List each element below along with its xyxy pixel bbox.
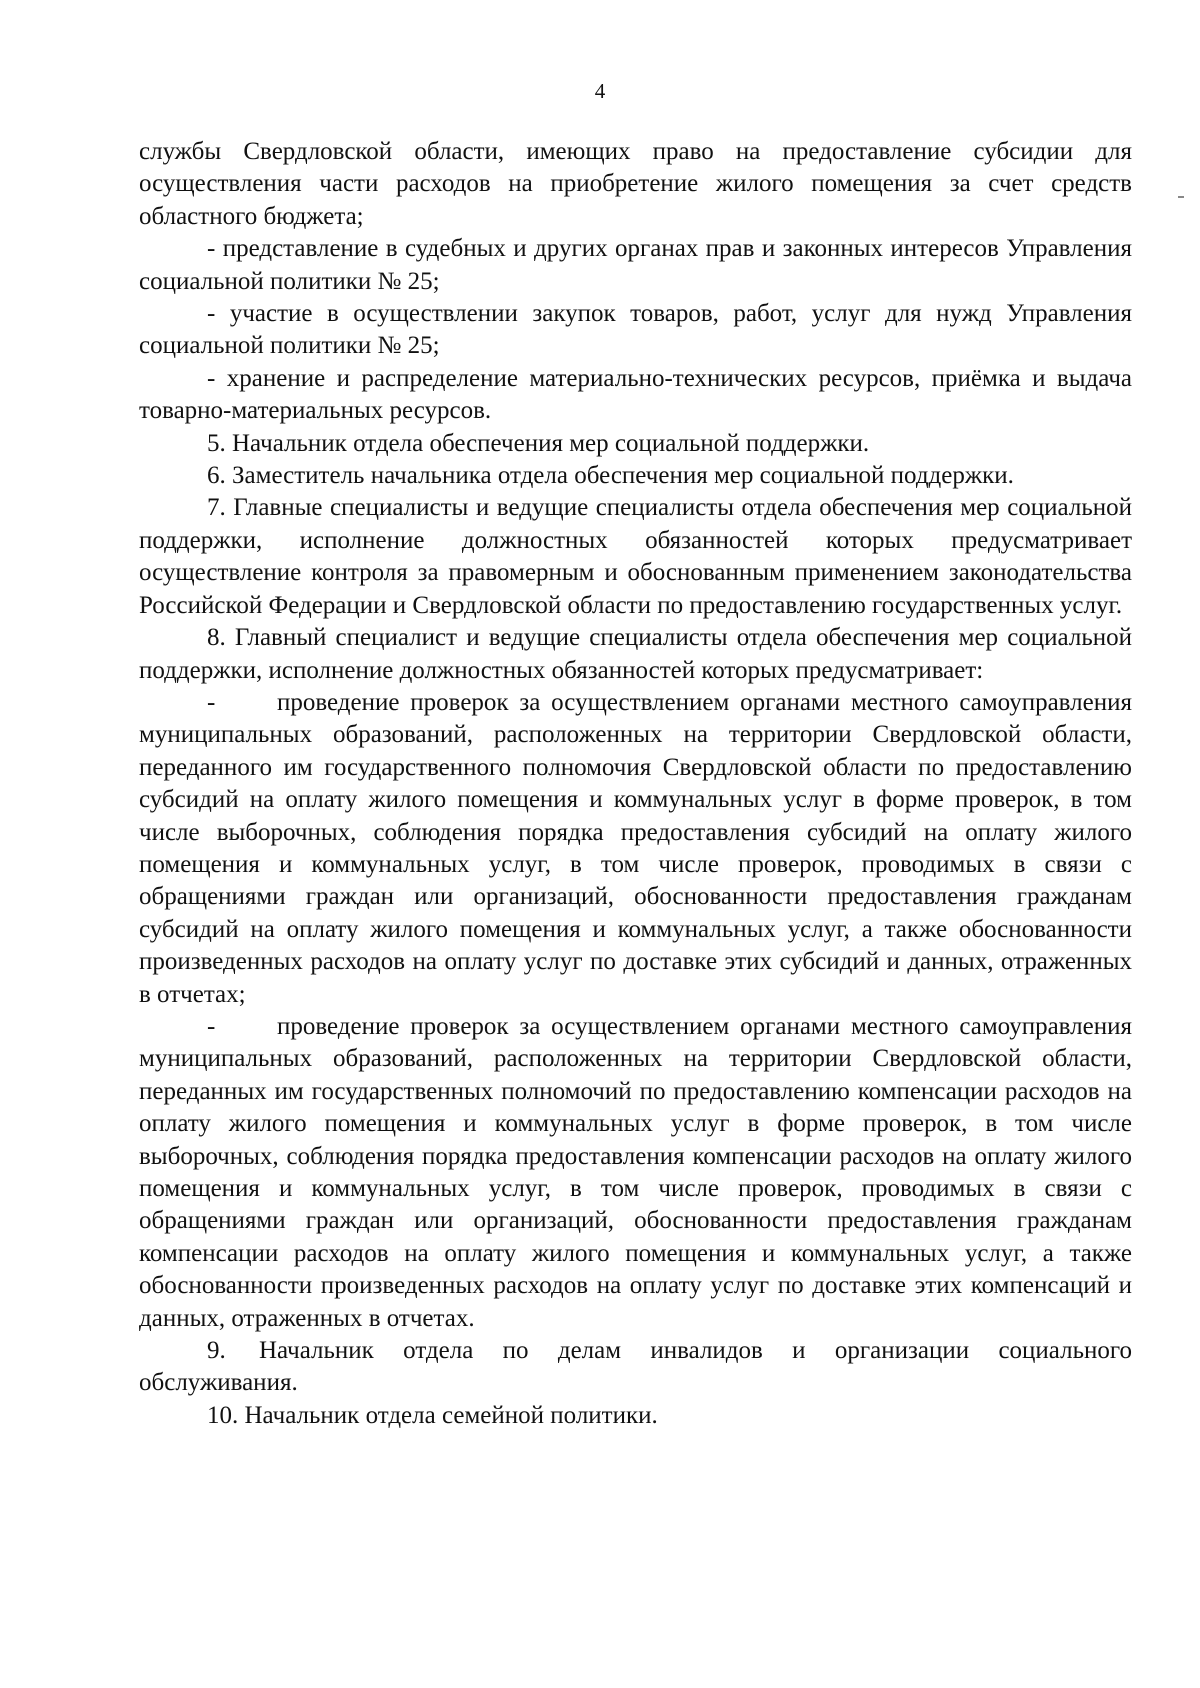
item-number: 9.: [207, 1337, 226, 1365]
numbered-item-8: 8. Главный специалист и ведущие специалисты отдела обеспечения мер социальной поддержки, исполнение должностных обязанностей которых предусматривает:: [139, 624, 1132, 684]
list-item-representation: - представление в судебных и других органах прав и законных интересов Управления социальной политики № 25;: [139, 235, 1132, 295]
list-item-storage: - хранение и распределение материально-технических ресурсов, приёмка и выдача товарно-материальных ресурсов.: [139, 364, 1132, 425]
document-body: [139, 136, 1132, 1432]
page-number: 4: [594, 79, 606, 103]
numbered-item-7: 7. Главные специалисты и ведущие специалисты отдела обеспечения мер социальной поддержки, исполнение должностных обязанностей которых предусматривает осуществление контроля за правомерным и обоснованным применением законодательства Российской Федерации и Свердловской области по предоставлению государственных услуг.: [139, 494, 1132, 619]
bullet-dash: -: [207, 688, 216, 716]
bullet-text: проведение проверок за осуществлением органами местного самоуправления муниципальных образований, расположенных на территории Свердловской области, переданных им государственных полномочий по предоставлению компенсации расходов на оплату жилого помещения и коммунальных услуг в форме проверок, в том числе выборочных, соблюдения порядка предоставления компенсации расходов на оплату жилого помещения и коммунальных услуг, в том числе проверок, проводимых в связи с обращениями граждан или организаций, обоснованности предоставления гражданам компенсации расходов на оплату жилого помещения и коммунальных услуг, а также обоснованности произведенных расходов на оплату услуг по доставке этих компенсаций и данных, отраженных в отчетах.: [139, 1012, 1132, 1332]
bullet-item-compensation-checks: [139, 1011, 1132, 1335]
numbered-item-5: 5. Начальник отдела обеспечения мер социальной поддержки.: [207, 429, 870, 457]
paragraph-continuation: службы Свердловской области, имеющих право на предоставление субсидии для осуществления части расходов на приобретение жилого помещения за счет средств областного бюджета;: [139, 138, 1132, 230]
item-text: Начальник отдела по делам инвалидов и организации социального обслуживания.: [139, 1337, 1132, 1397]
numbered-item-9: [139, 1335, 1132, 1400]
bullet-dash: -: [207, 1012, 216, 1040]
bullet-item-subsidy-checks: [139, 687, 1132, 1011]
bullet-text: проведение проверок за осуществлением органами местного самоуправления муниципальных образований, расположенных на территории Свердловской области, переданного им государственного полномочия Свердловской области по предоставлению субсидий на оплату жилого помещения и коммунальных услуг в форме проверок, в том числе выборочных, соблюдения порядка предоставления субсидий на оплату жилого помещения и коммунальных услуг, в том числе проверок, проводимых в связи с обращениями граждан или организаций, обоснованности предоставления гражданам субсидий на оплату жилого помещения и коммунальных услуг, а также обоснованности произведенных расходов на оплату услуг по доставке этих субсидий и данных, отраженных в отчетах;: [139, 688, 1132, 1008]
numbered-item-6: 6. Заместитель начальника отдела обеспечения мер социальной поддержки.: [207, 462, 1014, 490]
list-item-procurement: - участие в осуществлении закупок товаров, работ, услуг для нужд Управления социальной политики № 25;: [139, 300, 1132, 360]
scan-artifact: [1178, 196, 1184, 198]
numbered-item-10: 10. Начальник отдела семейной политики.: [207, 1401, 658, 1429]
